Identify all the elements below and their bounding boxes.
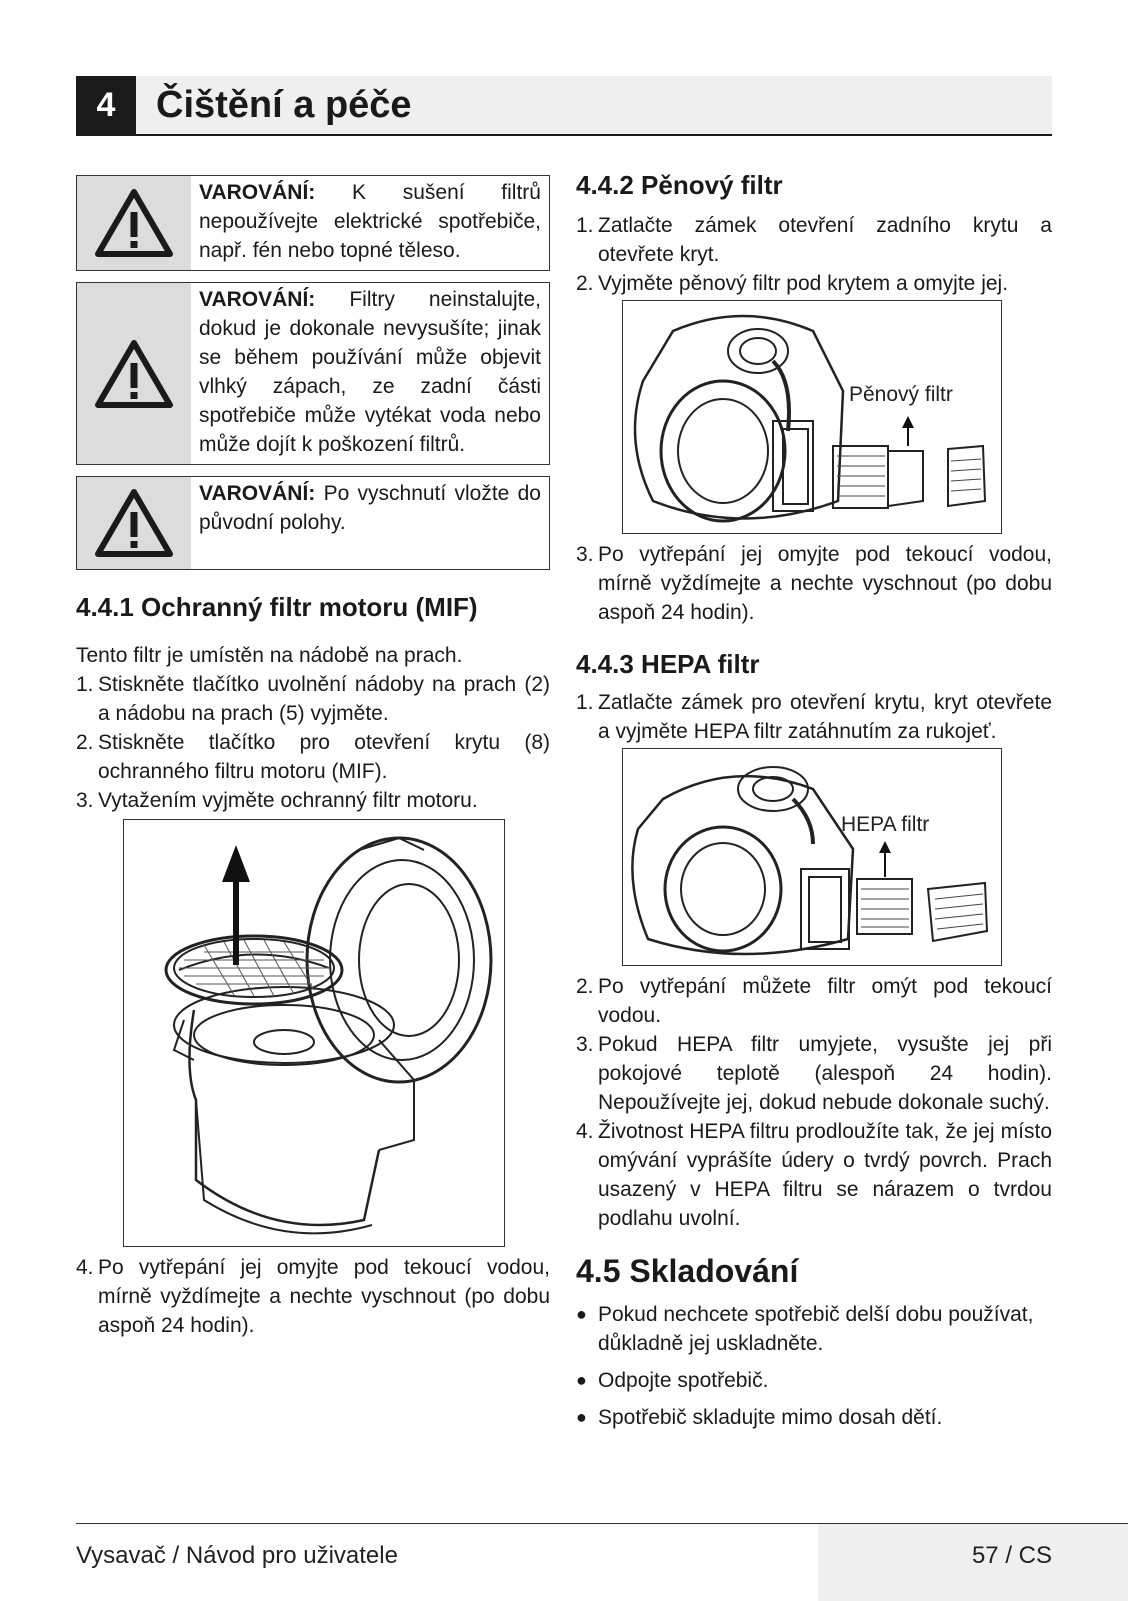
foam-steps-after (576, 540, 1052, 627)
vacuum-foam-drawing (623, 301, 1001, 533)
warning-triangle-icon (94, 339, 174, 409)
foam-filter-label: Pěnový filtr (849, 383, 953, 406)
section-heading-mif: 4.4.1 Ochranný filtr motoru (MIF) (76, 592, 478, 622)
hepa-steps (576, 688, 1052, 746)
mif-steps-after (76, 1253, 550, 1340)
warning-label: VAROVÁNÍ: (199, 181, 316, 204)
footer-manual-title: Vysavač / Návod pro uživatele (76, 1542, 398, 1569)
list-item: ● Odpojte spotřebič. (576, 1369, 769, 1392)
mif-filter-illustration (123, 819, 505, 1247)
list-item: 1. Stiskněte tlačítko uvolnění nádoby na prach (2) a nádobu na prach (5) vyjměte. (76, 673, 550, 725)
warning-triangle-icon (94, 488, 174, 558)
warning-text (191, 477, 549, 569)
list-item: 3. Vytažením vyjměte ochranný filtr motoru. (76, 789, 478, 812)
warning-box-2 (76, 282, 550, 465)
vacuum-hepa-drawing (623, 749, 1001, 965)
warning-box-1 (76, 175, 550, 271)
list-item: 4. Životnost HEPA filtru prodloužíte tak, že jej místo omývání vyprášíte údery o tvrdý povrch. Prach usazený v HEPA filtru se nárazem o tvrdou podlahu uvolní. (576, 1120, 1052, 1230)
mif-intro: Tento filtr je umístěn na nádobě na prach. (76, 644, 463, 667)
list-item: 1. Zatlačte zámek pro otevření krytu, kryt otevřete a vyjměte HEPA filtr zatáhnutím za rukojeť. (576, 691, 1052, 743)
section-heading-hepa: 4.4.3 HEPA filtr (576, 649, 760, 679)
warning-message: Po vyschnutí vložte do původní polohy. (199, 482, 541, 534)
hepa-filter-illustration (622, 748, 1002, 966)
foam-filter-illustration (622, 300, 1002, 534)
chapter-header (76, 76, 1052, 136)
hepa-filter-label: HEPA filtr (841, 813, 930, 836)
list-item: 2. Vyjměte pěnový filtr pod krytem a omyjte jej. (576, 272, 1009, 295)
list-item: ● Spotřebič skladujte mimo dosah dětí. (576, 1406, 943, 1429)
chapter-title: Čištění a péče (156, 84, 412, 126)
section-heading-storage: 4.5 Skladování (576, 1253, 799, 1289)
list-item: 3. Po vytřepání jej omyjte pod tekoucí vodou, mírně vyždímejte a nechte vyschnout (po dobu aspoň 24 hodin). (576, 543, 1052, 624)
storage-bullets (576, 1300, 1052, 1432)
section-heading-foam: 4.4.2 Pěnový filtr (576, 170, 783, 200)
warning-box-3 (76, 476, 550, 570)
warning-label: VAROVÁNÍ: (199, 288, 316, 311)
list-item: 3. Pokud HEPA filtr umyjete, vysušte jej při pokojové teplotě (alespoň 24 hodin). Nepoužívejte jej, dokud nebude dokonale suchý. (576, 1033, 1052, 1114)
list-item: ● Pokud nechcete spotřebič delší dobu používat, důkladně jej uskladněte. (576, 1303, 1034, 1355)
warning-label: VAROVÁNÍ: (199, 482, 316, 505)
warning-message: Filtry neinstalujte, dokud je dokonale nevysušíte; jinak se během používání může objevit vlhký zápach, ze zadní části spotřebiče může vytékat voda nebo může dojít k poškození filtrů. (199, 288, 541, 456)
list-item: 1. Zatlačte zámek otevření zadního krytu a otevřete kryt. (576, 214, 1052, 266)
left-column (76, 175, 550, 1340)
warning-icon-panel (77, 283, 191, 464)
warning-triangle-icon (94, 188, 174, 258)
dust-container-drawing (124, 820, 504, 1246)
right-column (576, 170, 1052, 1440)
chapter-number: 4 (76, 76, 136, 134)
list-item: 4. Po vytřepání jej omyjte pod tekoucí vodou, mírně vyždímejte a nechte vyschnout (po dobu aspoň 24 hodin). (76, 1256, 550, 1337)
foam-steps (576, 211, 1052, 298)
list-item: 2. Stiskněte tlačítko pro otevření krytu (8) ochranného filtru motoru (MIF). (76, 731, 550, 783)
warning-message: K sušení filtrů nepoužívejte elektrické spotřebiče, např. fén nebo topné těleso. (199, 181, 541, 262)
warning-icon-panel (77, 176, 191, 270)
warning-icon-panel (77, 477, 191, 569)
hepa-steps-after (576, 972, 1052, 1233)
list-item: 2. Po vytřepání můžete filtr omýt pod tekoucí vodou. (576, 975, 1052, 1027)
mif-steps (76, 670, 550, 815)
warning-text (191, 176, 549, 270)
warning-text (191, 283, 549, 464)
footer-page-number: 57 / CS (971, 1542, 1052, 1569)
